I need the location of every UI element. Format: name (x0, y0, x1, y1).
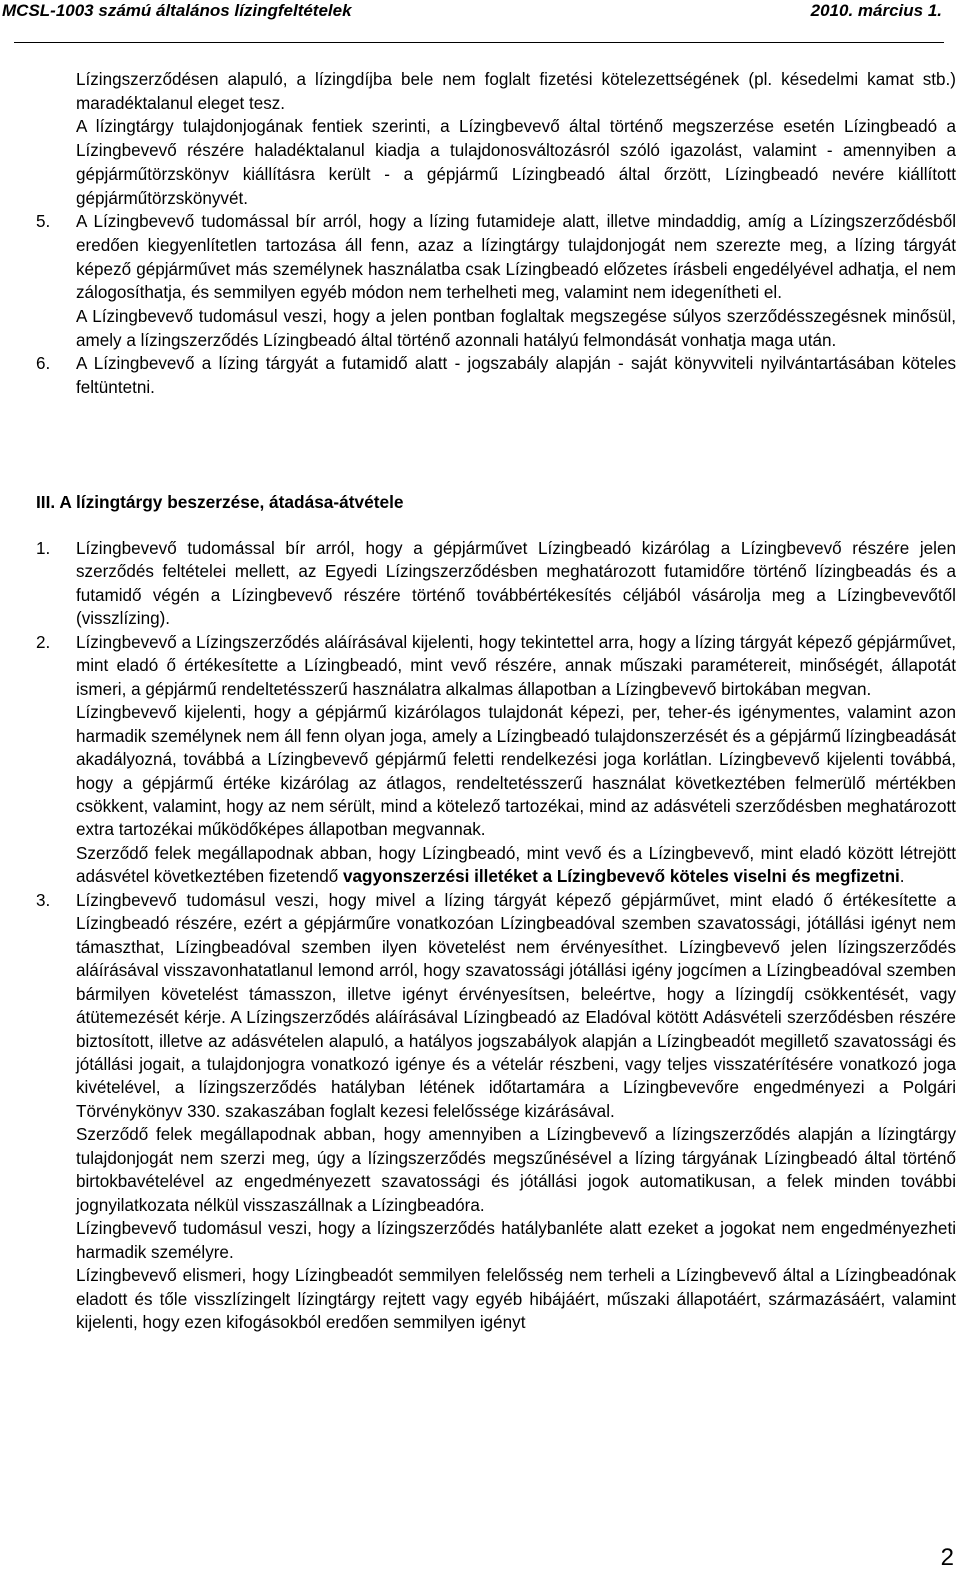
header-divider (14, 42, 944, 43)
body-block-2 (36, 537, 956, 1334)
list-item-5 (36, 210, 956, 352)
item-5-paragraph-2: A Lízingbevevő tudomásul veszi, hogy a jelen pontban foglaltak megszegése súlyos szerződésszegésnek minősül, amely a lízingszerződés Lízingbeadó által történő azonnali hatályú felmondását vonhatja maga után. (76, 307, 956, 350)
paragraph-title-transfer: A lízingtárgy tulajdonjogának fentiek szerinti, a Lízingbevevő által történő megszerzése esetén Lízingbeadó a Lízingbevevő részére haladéktalanul kiadja a tulajdonosváltozásról szóló igazolást, valamint - amennyiben a gépjárműtörzskönyv kiállításra került - a gépjármű Lízingbeadó által őrzött, Lízingbeadó nevére kiállított gépjárműtörzskönyvét. (76, 117, 956, 208)
item-2-p3-end: . (899, 867, 905, 887)
item-2-paragraph-1: Lízingbevevő a Lízingszerződés aláírásával kijelenti, hogy tekintettel arra, hogy a lízing tárgyát képező gépjárművet, mint eladó ő értékesítette a Lízingbeadó, mint vevő részére, annak műszaki paramétereit, minőségét, állapotát ismeri, a gépjármű rendeltetésszerű használatra alkalmas állapotban a Lízingbevevő birtokában megvan. (76, 632, 956, 699)
item-2-paragraph-3 (76, 842, 956, 889)
item-3-paragraph-2: Szerződő felek megállapodnak abban, hogy amennyiben a Lízingbevevő a lízingszerződés alapján a lízingtárgy tulajdonjogát nem szerzi meg, úgy a lízingszerződés megszűnésével a lízing tárgyának Lízingbeadó által történő birtokbavételével az engedményezett szavatossági és jótállási jogok automatikusan, a felek minden további jognyilatkozata nélkül visszaszállnak a Lízingbeadóra. (76, 1125, 956, 1215)
item-6-paragraph-1: A Lízingbevevő a lízing tárgyát a futamidő alatt - jogszabály alapján - saját könyvviteli nyilvántartásában köteles feltüntetni. (76, 354, 956, 398)
item-1-paragraph-1: Lízingbevevő tudomással bír arról, hogy a gépjárművet Lízingbeadó kizárólag a Lízingbevevő részére jelen szerződés feltételei mellett, az Egyedi Lízingszerződésben meghatározott futamidőre történő lízingbeadás és a futamidő végén a Lízingbevevő részére történő továbbértékesítés céljából vásárolja meg a Lízingbevevőtől (visszlízing). (76, 539, 956, 629)
paragraph-continuation: Lízingszerződésen alapuló, a lízingdíjba bele nem foglalt fizetési kötelezettségének (pl. késedelmi kamat stb.) maradéktalanul eleget tesz. (76, 70, 956, 113)
item-2-p3-start: Szerződő felek megállapodnak abban, hogy Lízingbeadó, mint vevő és a Lízingbevevő, mint eladó között létrejött adásvétel következtében fizetendő (76, 843, 956, 887)
list-item-6 (36, 352, 956, 399)
item-2-p3-bold: vagyonszerzési illetéket a Lízingbevevő köteles viselni és megfizetni (343, 867, 900, 887)
list-item-1 (36, 537, 956, 631)
item-number: 2. (36, 632, 51, 652)
item-number: 3. (36, 890, 51, 910)
list-item-2 (36, 631, 956, 889)
item-number: 1. (36, 539, 51, 558)
item-5-paragraph-1: A Lízingbevevő tudomással bír arról, hogy a lízing futamideje alatt, illetve mindaddig, amíg a Lízingszerződésből eredően kiegyenlítetlen tartozása áll fenn, azaz a lízingtárgy tulajdonjogát nem szerezte meg, a lízing tárgyát képező gépjárművet más személynek használatba csak Lízingbeadó előzetes írásbeli engedélyével adhatja, el nem zálogosíthatja, és semmilyen egyéb módon nem terhelheti meg, valamint nem idegenítheti el. (76, 212, 956, 303)
item-3-paragraph-3: Lízingbevevő tudomásul veszi, hogy a lízingszerződés hatálybanléte alatt ezeket a jogokat nem engedményezheti harmadik személyre. (76, 1219, 956, 1262)
section-heading: III. A lízingtárgy beszerzése, átadása-átvétele (36, 492, 404, 512)
document-date: 2010. március 1. (810, 1, 942, 20)
page-header (0, 0, 960, 24)
list-item-3 (36, 889, 956, 1335)
body-block-1 (36, 68, 956, 400)
item-number: 6. (36, 354, 51, 374)
item-number: 5. (36, 212, 51, 232)
item-3-paragraph-1: Lízingbevevő tudomásul veszi, hogy mivel a lízing tárgyát képező gépjárművet, mint eladó ő értékesítette a Lízingbeadó részére, ezért a gépjárműre vonatkozóan Lízingbeadóval szemben szavatossági, jótállási igényt nem támaszthat, Lízingbeadóval szemben ilyen követelést nem érvényesíthet. Lízingbevevő jelen lízingszerződés aláírásával visszavonhatatlanul lemond arról, hogy szavatossági jótállási igény jogcímen a Lízingbeadóval szemben bármilyen követelést támasszon, illetve igényt érvényesítsen, beleértve, hogy a lízingdíj csökkentését, vagy átütemezését kérje. A Lízingszerződés aláírásával Lízingbeadó az Eladóval kötött Adásvételi szerződésben részére biztosított, illetve az adásvételen alapuló, a hatályos jogszabályok alapján a Lízingbeadót megillető szavatossági és jótállási jogait, a tulajdonjogra vonatkozó igénye és a vételár részbeni, vagy teljes visszatérítésére vonatkozó joga kivételével, a lízingszerződés hatályban létének időtartamára a Lízingbevevőre engedményezi a Polgári Törvénykönyv 330. szakaszában foglalt kezesi felelőssége kizárásával. (76, 890, 956, 1121)
document-id: MCSL-1003 számú általános lízingfeltételek (2, 1, 352, 20)
item-3-paragraph-4: Lízingbevevő elismeri, hogy Lízingbeadót semmilyen felelősség nem terheli a Lízingbevevő által a Lízingbeadónak eladott és tőle visszlízingelt lízingtárgy rejtett vagy egyéb hibájáért, műszaki állapotáért, származásáért, valamint kijelenti, hogy ezen kifogásokból eredően semmilyen igényt (76, 1266, 956, 1332)
page-number: 2 (940, 1544, 954, 1571)
item-2-paragraph-2: Lízingbevevő kijelenti, hogy a gépjármű kizárólagos tulajdonát képezi, per, teher-és igénymentes, valamint azon harmadik személynek nem áll fenn olyan joga, amely a Lízingbeadó tulajdonszerzését és a gépjármű lízingbeadását akadályozná, továbbá a Lízingbevevő gépjármű feletti rendelkezési joga korlátlan. Lízingbevevő kijelenti továbbá, hogy a gépjármű értéke kizárólag az átlagos, rendeltetésszerű használat következtében felmerülő mértékben csökkent, valamint, hogy az nem sérült, mind a kötelező tartozékai, mind az adásvételi szerződésben meghatározott extra tartozékai működőképes állapotban megvannak. (76, 703, 956, 840)
